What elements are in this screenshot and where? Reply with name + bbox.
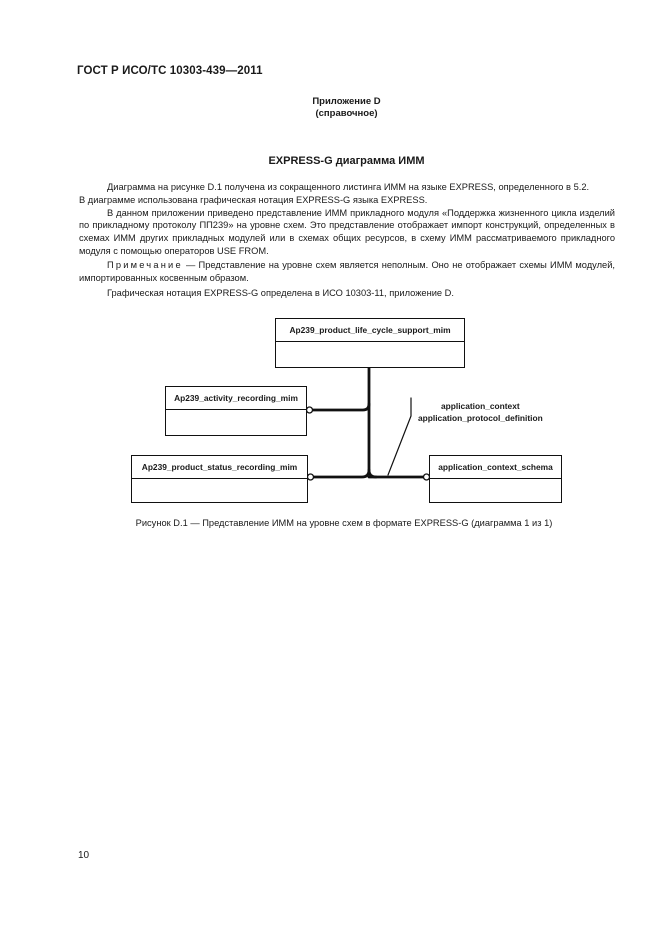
appendix-subtitle: (справочное) bbox=[315, 108, 378, 119]
paragraph: В диаграмме использована графическая нотация EXPRESS-G языка EXPRESS. bbox=[79, 194, 428, 205]
activity-end-circle bbox=[307, 407, 313, 413]
note-text: — Представление на уровне схем является неполным. Оно не отображает схемы ИММ модулей, импортированных косвенным образом. bbox=[79, 260, 615, 283]
schema-box-lifecycle bbox=[275, 318, 465, 368]
schema-box-label: Ap239_activity_recording_mim bbox=[166, 387, 306, 410]
section-title: EXPRESS-G диаграмма ИММ bbox=[268, 155, 425, 167]
paragraph: В данном приложении приведено представление ИММ прикладного модуля «Поддержка жизненного цикла изделий по прикладному протоколу ПП239» на уровне схем. Это представление отображает импорт конструкций, определенных в схемах ИММ других прикладных модулей или в схемах общих ресурсов, в схему ИММ рассматриваемого прикладного модуля с помощью операторов USE FROM. bbox=[79, 207, 615, 256]
link-label: application_protocol_definition bbox=[418, 413, 543, 423]
paragraph: Диаграмма на рисунке D.1 получена из сокращенного листинга ИММ на языке EXPRESS, определенного в 5.2. bbox=[107, 182, 590, 192]
label-leader bbox=[388, 398, 411, 475]
paragraph: Графическая нотация EXPRESS-G определена в ИСО 10303-11, приложение D. bbox=[107, 288, 454, 298]
schema-box-label: Ap239_product_life_cycle_support_mim bbox=[276, 319, 464, 342]
appendix-title: Приложение D bbox=[312, 96, 381, 107]
link-label: application_context bbox=[441, 401, 520, 411]
page-number: 10 bbox=[78, 850, 90, 861]
schema-box-activity bbox=[165, 386, 307, 436]
schema-box-context bbox=[429, 455, 562, 503]
schema-box-status bbox=[131, 455, 308, 503]
activity-connector bbox=[312, 404, 369, 410]
document-header: ГОСТ Р ИСО/ТС 10303-439—2011 bbox=[77, 65, 263, 77]
figure-caption: Рисунок D.1 — Представление ИММ на уровне схем в формате EXPRESS-G (диаграмма 1 из 1) bbox=[135, 518, 553, 528]
schema-box-label: Ap239_product_status_recording_mim bbox=[132, 456, 307, 479]
trunk-line bbox=[369, 368, 376, 477]
status-connector bbox=[312, 470, 369, 477]
note-label: Примечание bbox=[107, 260, 183, 270]
status-end-circle bbox=[308, 474, 314, 480]
schema-box-label: application_context_schema bbox=[430, 456, 561, 479]
